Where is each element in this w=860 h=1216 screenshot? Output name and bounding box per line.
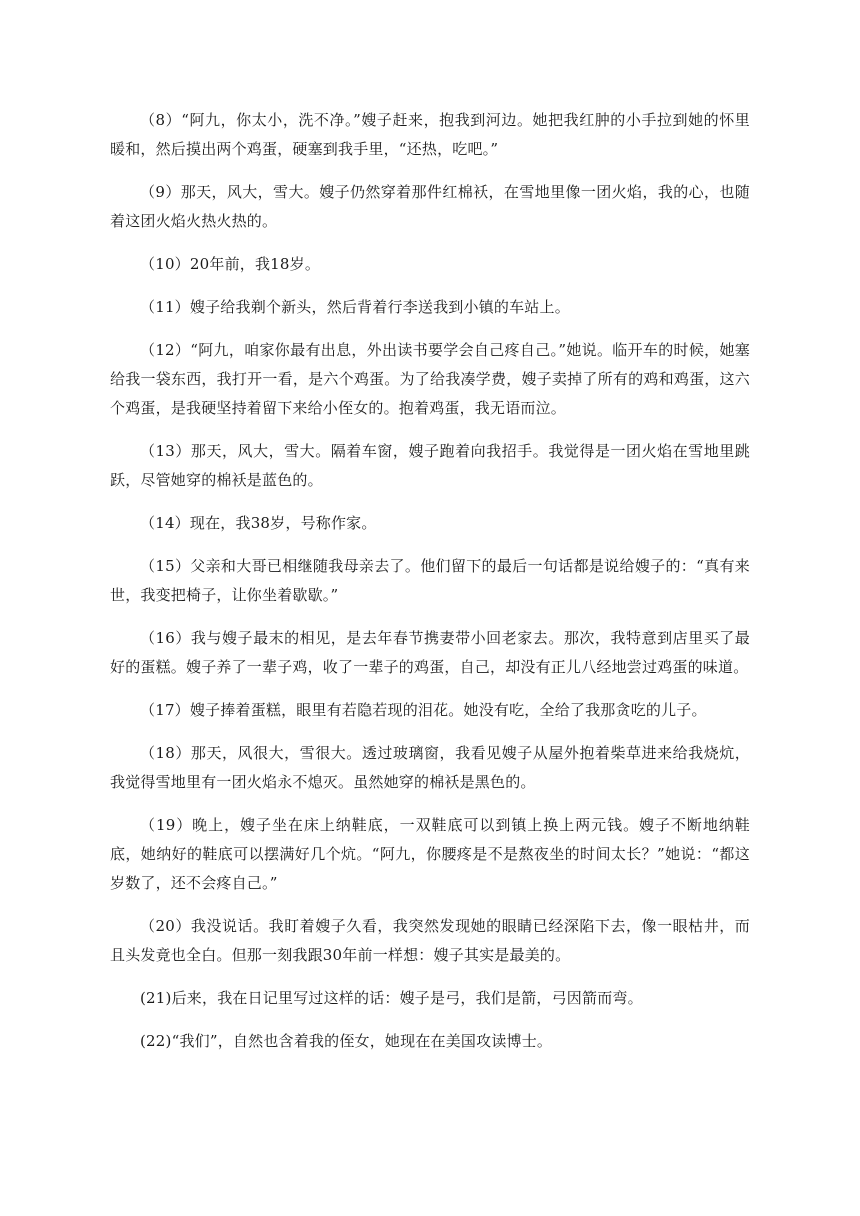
paragraph-19: （19）晚上，嫂子坐在床上纳鞋底，一双鞋底可以到镇上换上两元钱。嫂子不断地纳鞋底，她纳好的鞋底可以摆满好几个炕。“阿九，你腰疼是不是熬夜坐的时间太长？”她说：“都这岁数了，还不会疼自己。” [110, 816, 750, 892]
paragraph-14: （14）现在，我38岁，号称作家。 [140, 514, 377, 532]
paragraph-20: （20）我没说话。我盯着嫂子久看，我突然发现她的眼睛已经深陷下去，像一眼枯井，而且头发竟也全白。但那一刻我跟30年前一样想：嫂子其实是最美的。 [110, 917, 750, 964]
paragraph-12: （12）“阿九，咱家你最有出息，外出读书要学会自己疼自己。”她说。临开车的时候，她塞给我一袋东西，我打开一看，是六个鸡蛋。为了给我凑学费，嫂子卖掉了所有的鸡和鸡蛋，这六个鸡蛋，是我硬坚持着留下来给小侄女的。抱着鸡蛋，我无语而泣。 [110, 341, 750, 417]
paragraph-22: (22)“我们”，自然也含着我的侄女，她现在在美国攻读博士。 [140, 1032, 553, 1050]
paragraph-9: （9）那天，风大，雪大。嫂子仍然穿着那件红棉袄，在雪地里像一团火焰，我的心，也随着这团火焰火热火热的。 [110, 183, 750, 230]
paragraph-8: （8）“阿九，你太小，洗不净。”嫂子赶来，抱我到河边。她把我红肿的小手拉到她的怀里暖和，然后摸出两个鸡蛋，硬塞到我手里，“还热，吃吧。” [110, 111, 750, 158]
paragraph-10: （10）20年前，我18岁。 [140, 255, 321, 273]
paragraph-13: （13）那天，风大，雪大。隔着车窗，嫂子跑着向我招手。我觉得是一团火焰在雪地里跳跃，尽管她穿的棉袄是蓝色的。 [110, 442, 750, 489]
paragraph-21: (21)后来，我在日记里写过这样的话：嫂子是弓，我们是箭，弓因箭而弯。 [140, 989, 643, 1007]
paragraph-16: （16）我与嫂子最末的相见，是去年春节携妻带小回老家去。那次，我特意到店里买了最好的蛋糕。嫂子养了一辈子鸡，收了一辈子的鸡蛋，自己，却没有正儿八经地尝过鸡蛋的味道。 [110, 629, 750, 676]
paragraph-17: （17）嫂子捧着蛋糕，眼里有若隐若现的泪花。她没有吃，全给了我那贪吃的儿子。 [140, 701, 707, 719]
paragraph-15: （15）父亲和大哥已相继随我母亲去了。他们留下的最后一句话都是说给嫂子的：“真有来世，我变把椅子，让你坐着歇歇。” [110, 557, 750, 604]
paragraph-18: （18）那天，风很大，雪很大。透过玻璃窗，我看见嫂子从屋外抱着柴草进来给我烧炕，我觉得雪地里有一团火焰永不熄灭。虽然她穿的棉袄是黑色的。 [110, 744, 750, 791]
paragraph-11: （11）嫂子给我剃个新头，然后背着行李送我到小镇的车站上。 [140, 298, 570, 316]
